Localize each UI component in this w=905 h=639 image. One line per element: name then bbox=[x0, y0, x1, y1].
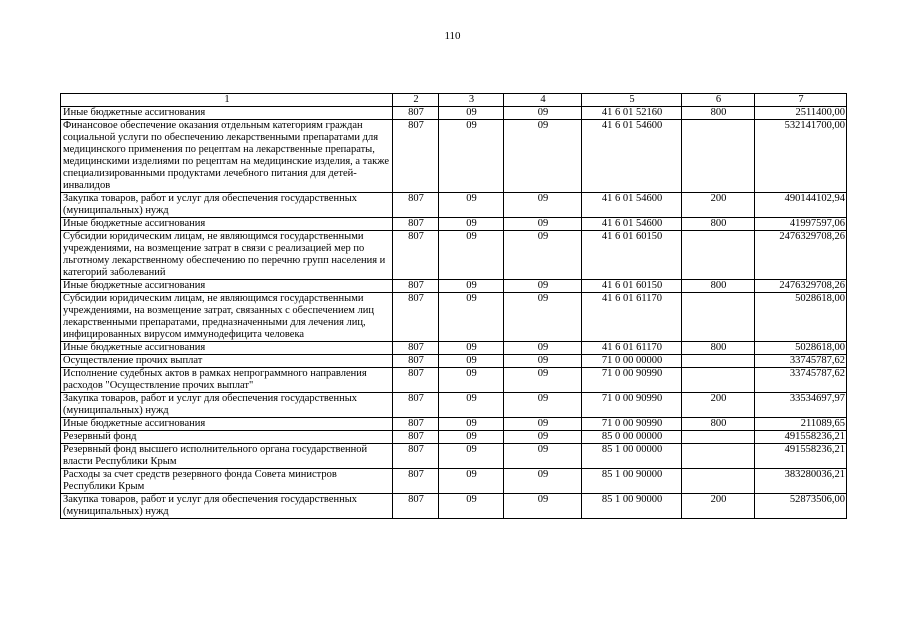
row-name-cell: Закупка товаров, работ и услуг для обеспечения государственных (муниципальных) нужд bbox=[61, 494, 393, 519]
row-name-cell: Иные бюджетные ассигнования bbox=[61, 107, 393, 120]
row-name-cell: Иные бюджетные ассигнования bbox=[61, 418, 393, 431]
row-code-cell: 09 bbox=[439, 193, 504, 218]
header-cell: 7 bbox=[755, 94, 847, 107]
row-code-cell: 807 bbox=[393, 193, 439, 218]
row-amount-cell: 33534697,97 bbox=[755, 393, 847, 418]
row-code-cell bbox=[682, 431, 755, 444]
header-cell: 2 bbox=[393, 94, 439, 107]
table-row bbox=[61, 355, 847, 368]
row-amount-cell: 33745787,62 bbox=[755, 368, 847, 393]
row-code-cell bbox=[682, 355, 755, 368]
row-code-cell: 200 bbox=[682, 494, 755, 519]
row-code-cell: 09 bbox=[504, 469, 582, 494]
row-code-cell: 807 bbox=[393, 431, 439, 444]
row-code-cell bbox=[682, 231, 755, 280]
row-code-cell: 800 bbox=[682, 107, 755, 120]
header-cell: 5 bbox=[582, 94, 682, 107]
table-row bbox=[61, 444, 847, 469]
row-code-cell: 200 bbox=[682, 393, 755, 418]
row-name-cell: Иные бюджетные ассигнования bbox=[61, 280, 393, 293]
row-code-cell: 41 6 01 61170 bbox=[582, 342, 682, 355]
header-cell: 1 bbox=[61, 94, 393, 107]
row-amount-cell: 490144102,94 bbox=[755, 193, 847, 218]
table-row bbox=[61, 418, 847, 431]
table-row bbox=[61, 231, 847, 280]
row-code-cell: 09 bbox=[439, 218, 504, 231]
row-code-cell: 800 bbox=[682, 418, 755, 431]
table-row bbox=[61, 469, 847, 494]
row-code-cell: 807 bbox=[393, 231, 439, 280]
row-code-cell bbox=[682, 120, 755, 193]
row-name-cell: Финансовое обеспечение оказания отдельным категориям граждан социальной услуги по обеспечению лекарственными препаратами для медицинского применения по рецептам на лекарственные препараты, медицинскими изделиями по рецептам на медицинские изделия, а также специализированными продуктами лечебного питания для детей-инвалидов bbox=[61, 120, 393, 193]
row-code-cell: 800 bbox=[682, 280, 755, 293]
row-code-cell: 800 bbox=[682, 218, 755, 231]
row-code-cell bbox=[682, 469, 755, 494]
page-number: 110 bbox=[444, 30, 461, 42]
row-code-cell: 09 bbox=[439, 355, 504, 368]
row-code-cell: 09 bbox=[504, 342, 582, 355]
row-code-cell: 807 bbox=[393, 494, 439, 519]
budget-table bbox=[60, 93, 847, 519]
row-code-cell: 09 bbox=[504, 368, 582, 393]
row-code-cell: 41 6 01 60150 bbox=[582, 280, 682, 293]
row-code-cell: 71 0 00 00000 bbox=[582, 355, 682, 368]
row-name-cell: Субсидии юридическим лицам, не являющимся государственными учреждениями, на возмещение затрат в связи с реализацией мер по льготному лекарственному обеспечению по перечню групп населения и категорий заболеваний bbox=[61, 231, 393, 280]
row-code-cell: 09 bbox=[439, 280, 504, 293]
row-code-cell: 09 bbox=[439, 444, 504, 469]
row-code-cell: 800 bbox=[682, 342, 755, 355]
row-code-cell: 41 6 01 60150 bbox=[582, 231, 682, 280]
row-code-cell: 09 bbox=[504, 120, 582, 193]
row-amount-cell: 5028618,00 bbox=[755, 293, 847, 342]
row-code-cell: 09 bbox=[504, 280, 582, 293]
row-amount-cell: 52873506,00 bbox=[755, 494, 847, 519]
table-row bbox=[61, 431, 847, 444]
table-row bbox=[61, 494, 847, 519]
row-code-cell: 807 bbox=[393, 393, 439, 418]
row-code-cell: 09 bbox=[504, 418, 582, 431]
row-amount-cell: 2511400,00 bbox=[755, 107, 847, 120]
row-name-cell: Резервный фонд bbox=[61, 431, 393, 444]
row-code-cell: 41 6 01 61170 bbox=[582, 293, 682, 342]
table-body bbox=[61, 107, 847, 519]
row-code-cell: 09 bbox=[439, 342, 504, 355]
row-name-cell: Иные бюджетные ассигнования bbox=[61, 218, 393, 231]
row-name-cell: Субсидии юридическим лицам, не являющимся государственными учреждениями, на возмещение затрат, связанных с обеспечением лиц лекарственными препаратами, предназначенными для лечения лиц, инфицированных вирусом иммунодефицита человека bbox=[61, 293, 393, 342]
row-code-cell: 41 6 01 54600 bbox=[582, 193, 682, 218]
row-name-cell: Иные бюджетные ассигнования bbox=[61, 342, 393, 355]
row-code-cell: 807 bbox=[393, 342, 439, 355]
row-name-cell: Осуществление прочих выплат bbox=[61, 355, 393, 368]
table-row bbox=[61, 368, 847, 393]
table-row bbox=[61, 120, 847, 193]
row-amount-cell: 491558236,21 bbox=[755, 444, 847, 469]
table-row bbox=[61, 342, 847, 355]
row-code-cell: 09 bbox=[439, 231, 504, 280]
row-code-cell: 85 1 00 00000 bbox=[582, 444, 682, 469]
row-code-cell: 09 bbox=[504, 218, 582, 231]
table-row bbox=[61, 293, 847, 342]
row-code-cell: 09 bbox=[439, 120, 504, 193]
row-amount-cell: 532141700,00 bbox=[755, 120, 847, 193]
row-code-cell: 807 bbox=[393, 293, 439, 342]
row-code-cell: 41 6 01 54600 bbox=[582, 120, 682, 193]
row-code-cell: 85 0 00 00000 bbox=[582, 431, 682, 444]
row-code-cell: 41 6 01 54600 bbox=[582, 218, 682, 231]
table-row bbox=[61, 280, 847, 293]
row-code-cell: 09 bbox=[504, 494, 582, 519]
header-cell: 3 bbox=[439, 94, 504, 107]
row-code-cell: 09 bbox=[504, 444, 582, 469]
table-row bbox=[61, 107, 847, 120]
row-name-cell: Исполнение судебных актов в рамках непрограммного направления расходов "Осуществление прочих выплат" bbox=[61, 368, 393, 393]
header-cell: 6 bbox=[682, 94, 755, 107]
row-code-cell: 09 bbox=[439, 494, 504, 519]
row-code-cell: 85 1 00 90000 bbox=[582, 469, 682, 494]
row-code-cell: 09 bbox=[439, 293, 504, 342]
row-code-cell: 09 bbox=[504, 393, 582, 418]
row-amount-cell: 2476329708,26 bbox=[755, 231, 847, 280]
table-row bbox=[61, 193, 847, 218]
row-code-cell: 09 bbox=[439, 368, 504, 393]
table-row bbox=[61, 218, 847, 231]
row-code-cell: 807 bbox=[393, 444, 439, 469]
row-code-cell: 09 bbox=[504, 193, 582, 218]
row-code-cell: 807 bbox=[393, 107, 439, 120]
row-amount-cell: 211089,65 bbox=[755, 418, 847, 431]
row-amount-cell: 491558236,21 bbox=[755, 431, 847, 444]
row-amount-cell: 41997597,06 bbox=[755, 218, 847, 231]
row-name-cell: Закупка товаров, работ и услуг для обеспечения государственных (муниципальных) нужд bbox=[61, 193, 393, 218]
row-code-cell: 71 0 00 90990 bbox=[582, 393, 682, 418]
row-code-cell bbox=[682, 368, 755, 393]
row-code-cell: 807 bbox=[393, 218, 439, 231]
row-code-cell: 71 0 00 90990 bbox=[582, 418, 682, 431]
header-cell: 4 bbox=[504, 94, 582, 107]
table-row bbox=[61, 393, 847, 418]
row-code-cell: 09 bbox=[504, 355, 582, 368]
row-code-cell: 09 bbox=[504, 431, 582, 444]
row-code-cell: 09 bbox=[439, 418, 504, 431]
row-code-cell bbox=[682, 444, 755, 469]
row-code-cell: 09 bbox=[439, 431, 504, 444]
row-code-cell: 200 bbox=[682, 193, 755, 218]
row-code-cell: 09 bbox=[439, 107, 504, 120]
table-header-row bbox=[61, 94, 847, 107]
row-code-cell: 09 bbox=[439, 469, 504, 494]
row-amount-cell: 5028618,00 bbox=[755, 342, 847, 355]
row-code-cell: 85 1 00 90000 bbox=[582, 494, 682, 519]
row-code-cell: 09 bbox=[504, 231, 582, 280]
row-code-cell: 807 bbox=[393, 469, 439, 494]
row-name-cell: Расходы за счет средств резервного фонда Совета министров Республики Крым bbox=[61, 469, 393, 494]
row-code-cell: 807 bbox=[393, 418, 439, 431]
row-name-cell: Резервный фонд высшего исполнительного органа государственной власти Республики Крым bbox=[61, 444, 393, 469]
row-name-cell: Закупка товаров, работ и услуг для обеспечения государственных (муниципальных) нужд bbox=[61, 393, 393, 418]
row-amount-cell: 383280036,21 bbox=[755, 469, 847, 494]
row-code-cell: 09 bbox=[504, 293, 582, 342]
row-code-cell: 807 bbox=[393, 280, 439, 293]
row-code-cell: 09 bbox=[439, 393, 504, 418]
row-code-cell: 09 bbox=[504, 107, 582, 120]
row-code-cell: 807 bbox=[393, 355, 439, 368]
row-code-cell: 807 bbox=[393, 120, 439, 193]
row-code-cell: 41 6 01 52160 bbox=[582, 107, 682, 120]
row-amount-cell: 33745787,62 bbox=[755, 355, 847, 368]
row-code-cell: 71 0 00 90990 bbox=[582, 368, 682, 393]
row-code-cell: 807 bbox=[393, 368, 439, 393]
row-code-cell bbox=[682, 293, 755, 342]
row-amount-cell: 2476329708,26 bbox=[755, 280, 847, 293]
